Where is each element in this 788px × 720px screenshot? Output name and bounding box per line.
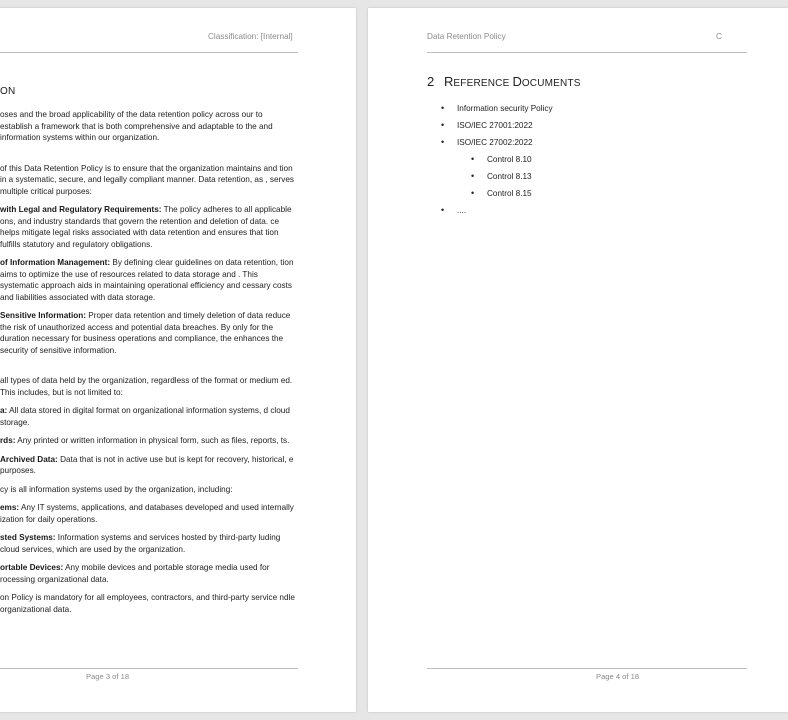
section-heading-fragment: ON [0,86,16,97]
page-3-body [0,83,296,622]
list-item: • ISO/IEC 27002:2022 [427,134,727,151]
page-header-classification: Classification: [Internal] [208,32,293,41]
scope-intro-paragraph: all types of data held by the organization, regardless of the format or medium ed. This includes, but is not limited to: [0,376,293,397]
page-4-body [427,75,727,219]
list-item: • Information security Policy [427,100,727,117]
bullet-icon: • [441,120,445,130]
systems-item-portable-devices: ortable Devices: Any mobile devices and portable storage media used for rocessing organizational data. [0,563,270,584]
header-rule [427,52,747,53]
page-header-title: Data Retention Policy [427,32,506,41]
header-rule [0,52,298,53]
scope-item-physical-records: rds: Any printed or written information in physical form, such as files, reports, ts. [0,436,290,445]
footer-rule [427,668,747,669]
purpose-item-information-management: of Information Management: By defining clear guidelines on data retention, tion aims to optimize the use of resources related to data storage and . This systematic approach aids in maintaining operational efficiency and cessary costs and liabilities associated with data storage. [0,258,294,302]
systems-item-third-party: sted Systems: Information systems and services hosted by third-party luding cloud services, which are used by the organization. [0,533,281,554]
document-page-4 [368,8,788,712]
scope-item-digital-data: a: All data stored in digital format on organizational information systems, d cloud storage. [0,406,290,427]
sub-list-item: • Control 8.13 [427,168,727,185]
bullet-icon: • [471,171,475,181]
scope-item-archived-data: Archived Data: Data that is not in active use but is kept for recovery, historical, e purposes. [0,454,294,475]
bullet-icon: • [441,205,445,215]
list-item: • ISO/IEC 27001:2022 [427,117,727,134]
systems-intro-paragraph: cy is all information systems used by the organization, including: [0,484,233,494]
purpose-item-sensitive-information: Sensitive Information: Proper data retention and timely deletion of data reduce the risk of unauthorized access and potential data breaches. By only for the duration necessary for business operations and compliance, the enhances the security of sensitive information. [0,311,291,355]
sub-list-item: • Control 8.10 [427,151,727,168]
sub-list-item: • Control 8.15 [427,185,727,202]
list-item: • .... [427,202,727,219]
purpose-intro-paragraph: of this Data Retention Policy is to ensure that the organization maintains and tion in a systematic, secure, and legally compliant manner. Data retention, as , serves multiple critical purposes: [0,163,294,196]
page-number: Page 3 of 18 [86,672,130,681]
purpose-item-compliance: with Legal and Regulatory Requirements: The policy adheres to all applicable ons, and industry standards that govern the retention and deletion of data. ce helps mitigate legal risks associated with data retention and ensures that tion fulfills statutory and regulatory obligations. [0,205,292,249]
bullet-icon: • [471,188,475,198]
bullet-icon: • [471,154,475,164]
section-heading-reference-documents: 2 REFERENCE DOCUMENTS [427,74,581,89]
footer-rule [0,668,298,669]
intro-paragraph: oses and the broad applicability of the data retention policy across our to establish a framework that is both comprehensive and adaptable to the and information systems within our organization. [0,110,273,142]
systems-item-internal: ems: Any IT systems, applications, and databases developed and used internally ization for daily operations. [0,503,294,524]
document-page-3 [0,8,356,712]
bullet-icon: • [441,137,445,147]
page-number: Page 4 of 18 [596,672,640,681]
page-header-classification-fragment: C [716,32,722,41]
mandatory-paragraph: on Policy is mandatory for all employees, contractors, and third-party service ndle organizational data. [0,593,295,614]
bullet-icon: • [441,103,445,113]
